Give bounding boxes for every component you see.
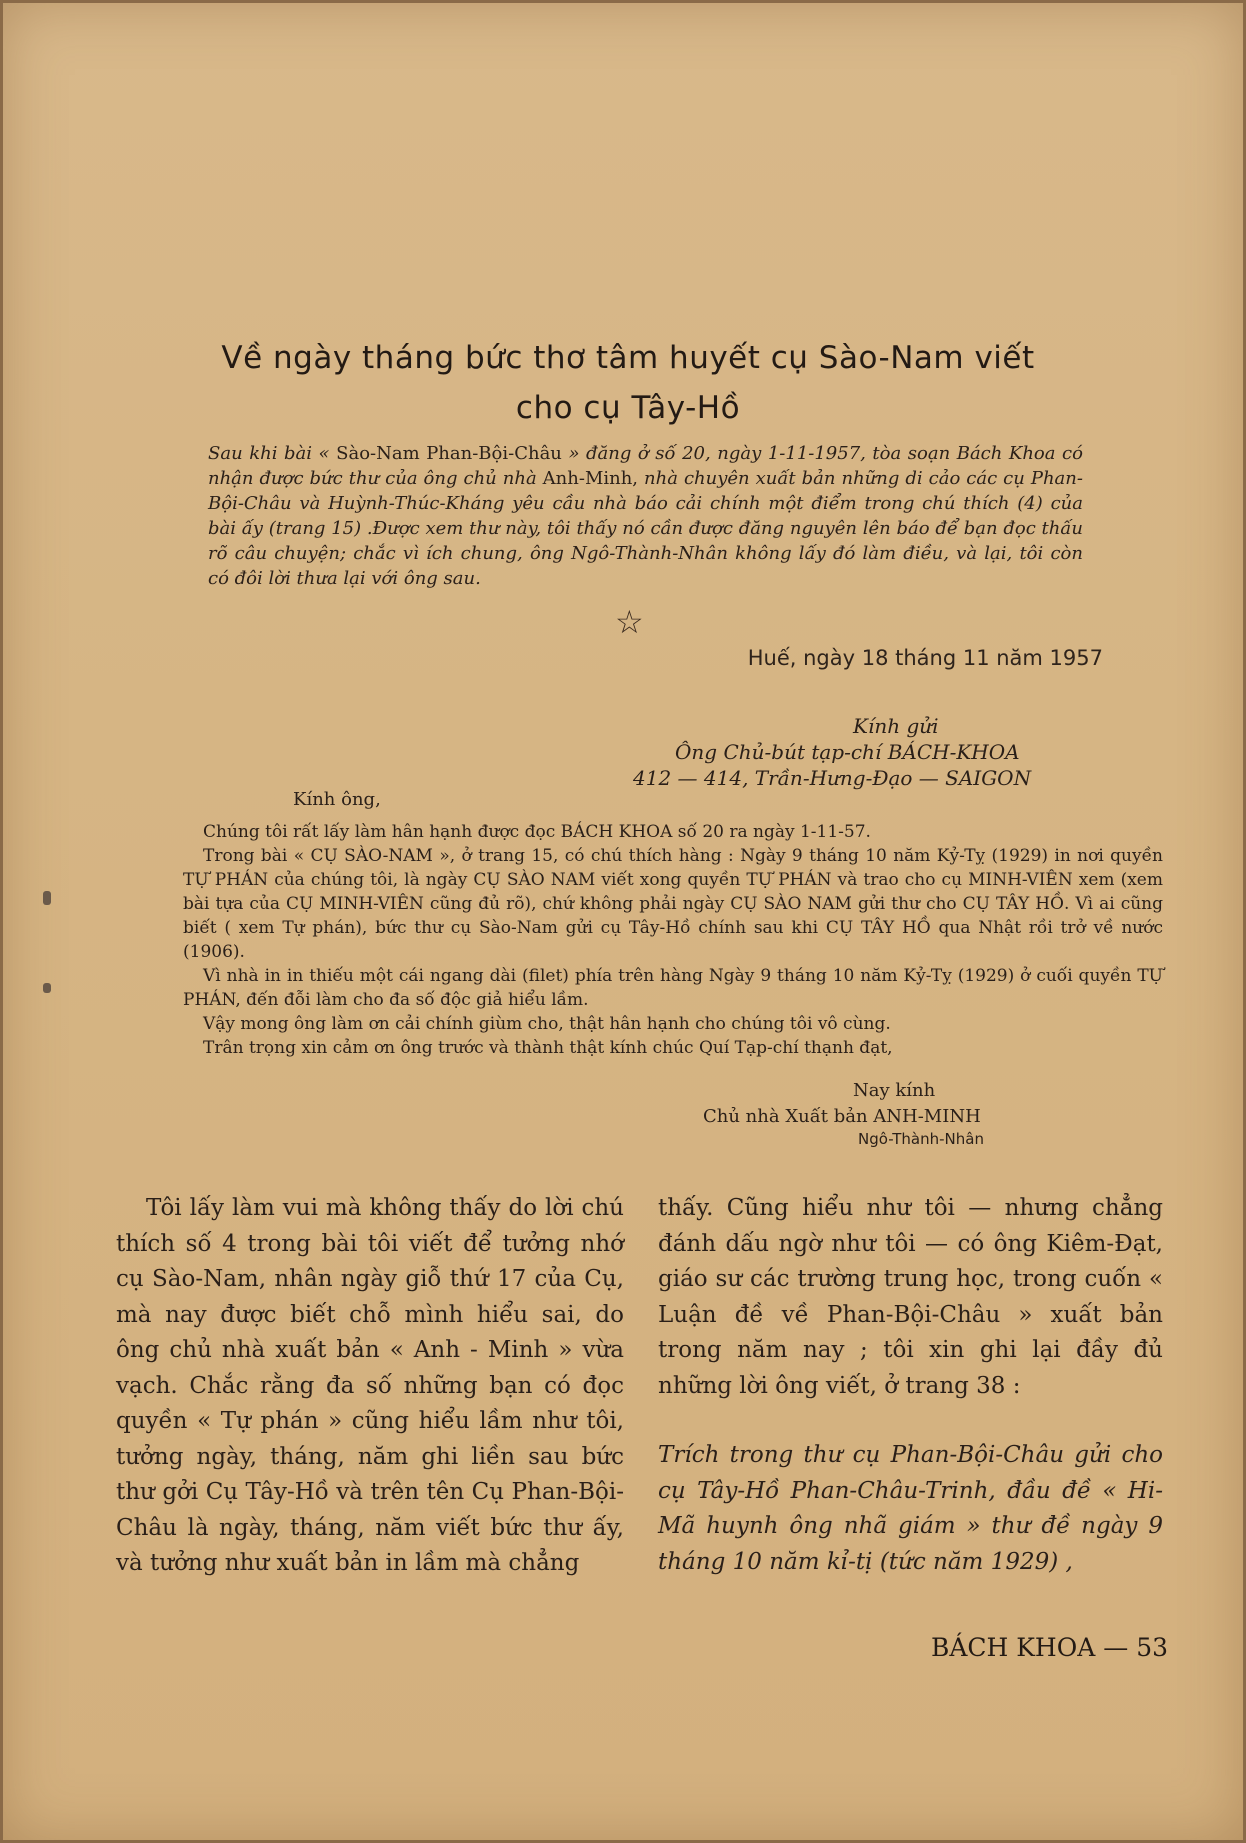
- star-ornament-icon: ☆: [615, 603, 644, 641]
- publication-name: BÁCH KHOA —: [930, 1633, 1129, 1662]
- editor-intro: [208, 441, 1083, 591]
- body-paragraph: Tôi lấy làm vui mà không thấy do lời chú thích số 4 trong bài tôi viết để tưởng nhớ cụ Sào-Nam, nhân ngày giỗ thứ 17 của Cụ, mà nay được biết chỗ mình hiểu sai, do ông chủ nhà xuất bản « Anh - Minh » vừa vạch. Chắc rằng đa số những bạn có đọc quyền « Tự phán » cũng hiểu lầm như tôi, tưởng ngày, tháng, năm ghi liền sau bức thư gởi Cụ Tây-Hồ và trên tên Cụ Phan-Bội-Châu là ngày, tháng, năm viết bức thư ấy, và tưởng như xuất bản in lầm mà chẳng: [116, 1195, 624, 1576]
- recipient-line-2: Ông Chủ-bút tạp-chí BÁCH-KHOA: [675, 740, 1020, 764]
- intro-article-name: Sào-Nam Phan-Bội-Châu: [336, 443, 562, 464]
- letter-paragraph: Trong bài « CỤ SÀO-NAM », ở trang 15, có chú thích hàng : Ngày 9 tháng 10 năm Kỷ-Tỵ (1929) in nơi quyền TỰ PHÁN của chúng tôi, là ngày CỤ SÀO NAM viết xong quyền TỰ PHÁN và trao cho cụ MINH-VIÊN xem (xem bài tựa của CỤ MINH-VIÊN cũng đủ rõ), chứ không phải ngày CỤ SÀO NAM gửi thư cho CỤ TÂY HỒ. Vì ai cũng biết ( xem Tự phán), bức thư cụ Sào-Nam gửi cụ Tây-Hồ chính sau khi CỤ TÂY HỒ qua Nhật rồi trở về nước (1906).: [183, 846, 1163, 962]
- letter-salutation: Kính ông,: [293, 789, 381, 810]
- body-quote: Trích trong thư cụ Phan-Bội-Châu gửi cho cụ Tây-Hồ Phan-Châu-Trinh, đầu đề « Hi-Mã huynh ông nhã giám » thư đề ngày 9 tháng 10 năm kỉ-tị (tức năm 1929) ,: [658, 1442, 1163, 1575]
- body-column-right: [658, 1191, 1163, 1580]
- page-footer: [863, 1633, 1168, 1662]
- letter-paragraph: Trân trọng xin cảm ơn ông trước và thành thật kính chúc Quí Tạp-chí thạnh đạt,: [203, 1038, 893, 1058]
- letter-signature: [703, 1078, 1143, 1148]
- title-line-2: cho cụ Tây-Hồ: [515, 390, 741, 426]
- letter-paragraph: Vì nhà in in thiếu một cái ngang dài (filet) phía trên hàng Ngày 9 tháng 10 năm Kỷ-Tỵ (1929) ở cuối quyền TỰ PHÁN, đến đỗi làm cho đa số độc giả hiểu lầm.: [183, 966, 1163, 1010]
- letter-closing: Nay kính: [853, 1080, 936, 1101]
- letter-paragraph: Chúng tôi rất lấy làm hân hạnh được đọc BÁCH KHOA số 20 ra ngày 1-11-57.: [203, 822, 871, 842]
- margin-speck: [43, 891, 51, 905]
- letter-paragraph: Vậy mong ông làm ơn cải chính giùm cho, thật hân hạnh cho chúng tôi vô cùng.: [203, 1014, 891, 1034]
- signer-title: Chủ nhà Xuất bản ANH-MINH: [703, 1106, 981, 1127]
- intro-text: » đăng ở số 20, ngày 1-11-1957, tòa soạn Bách Khoa có nhận được bức thư của ông chủ nhà: [208, 443, 1083, 489]
- recipient-line-1: Kính gửi: [853, 714, 939, 738]
- intro-text: Sau khi bài «: [208, 443, 330, 464]
- page-number: 53: [1136, 1633, 1168, 1662]
- signer-name: Ngô-Thành-Nhân: [858, 1130, 984, 1148]
- margin-speck: [43, 983, 51, 993]
- intro-publisher-name: Anh-Minh,: [542, 468, 639, 489]
- body-column-left: [116, 1191, 624, 1582]
- letter-recipient: [563, 713, 1113, 791]
- article-title: [153, 333, 1103, 433]
- recipient-line-3: 412 — 414, Trần-Hưng-Đạo — SAIGON: [633, 766, 1032, 790]
- intro-text: nhà chuyên xuất bản những di cảo các cụ Phan-Bội-Châu và Huỳnh-Thúc-Kháng yêu cầu nhà báo cải chính một điểm trong chú thích (4) của bài ấy (trang 15) .Được xem thư này, tôi thấy nó cần được đăng nguyên lên báo để bạn đọc thấu rõ câu chuyện; chắc vì ích chung, ông Ngô-Thành-Nhân không lấy đó làm điều, và lại, tôi còn có đôi lời thưa lại với ông sau.: [208, 468, 1083, 589]
- letter-dateline: Huế, ngày 18 tháng 11 năm 1957: [747, 646, 1103, 670]
- title-line-1: Về ngày tháng bức thơ tâm huyết cụ Sào-Nam viết: [221, 340, 1035, 376]
- body-paragraph: thấy. Cũng hiểu như tôi — nhưng chẳng đánh dấu ngờ như tôi — có ông Kiêm-Đạt, giáo sư các trường trung học, trong cuốn « Luận đề về Phan-Bội-Châu » xuất bản trong năm nay ; tôi xin ghi lại đầy đủ những lời ông viết, ở trang 38 :: [658, 1195, 1163, 1399]
- letter-body: [183, 788, 1163, 1060]
